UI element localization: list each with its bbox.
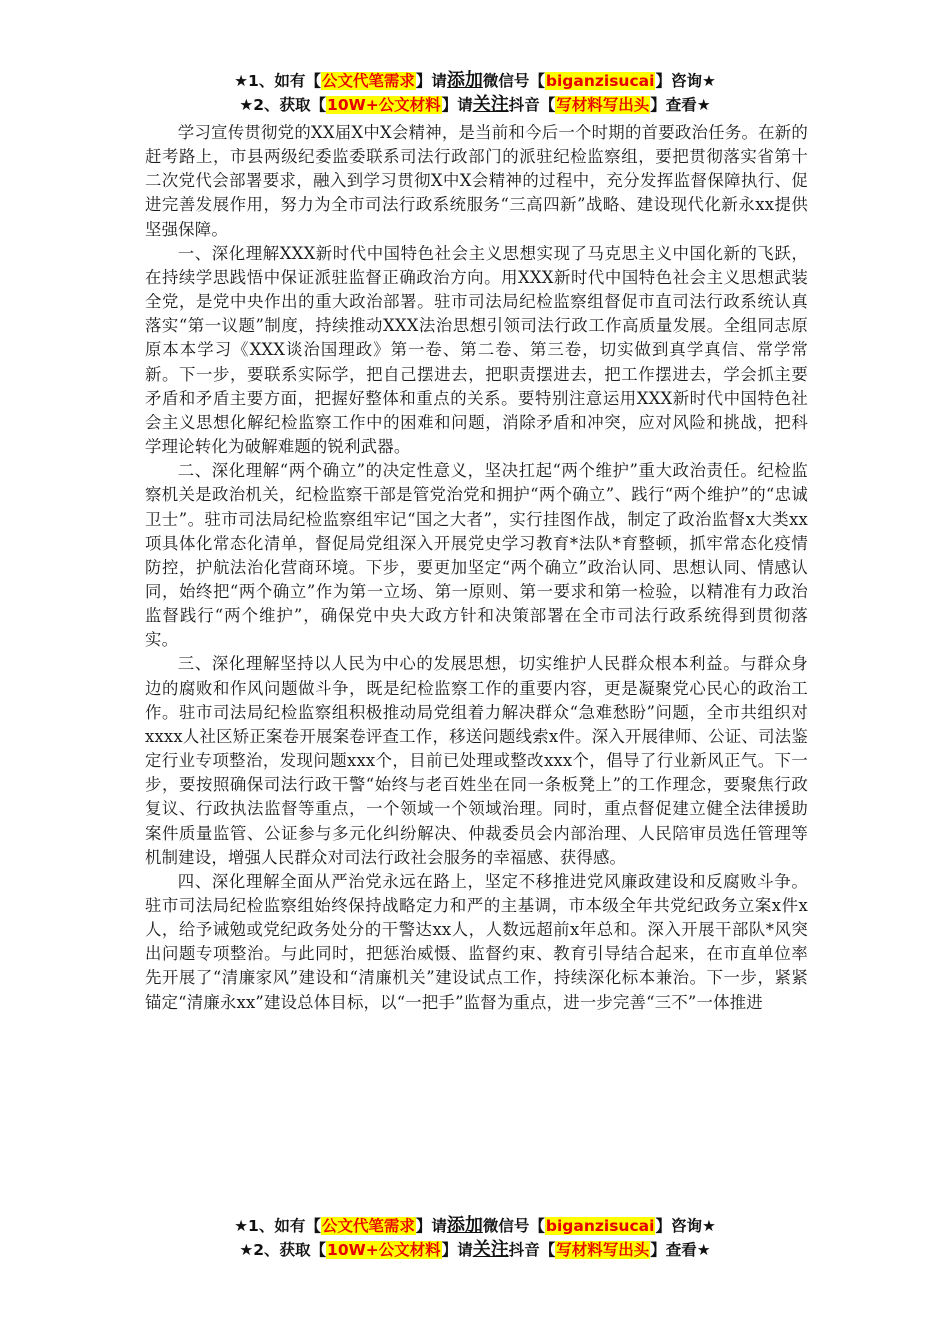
paragraph-intro: 学习宣传贯彻党的XX届X中X会精神，是当前和今后一个时期的首要政治任务。在新的赶考路上，市县两级纪委监委联系司法行政部门的派驻纪检监察组，要把贯彻落实省第十二次党代会部署要求，融入到学习贯彻X中X会精神的过程中，充分发挥监督保障执行、促进完善发展作用，努力为全市司法行政系统服务“三高四新”战略、建设现代化新永xx提供坚强保障。: [145, 123, 808, 239]
paragraph-section-2: 二、深化理解“两个确立”的决定性意义，坚决扛起“两个维护”重大政治责任。纪检监察机关是政治机关，纪检监察干部是管党治党和拥护“两个确立”、践行“两个维护”的“忠诚卫士”。驻市司法局纪检监察组牢记“国之大者”，实行挂图作战，制定了政治监督x大类xx项具体化常态化清单，督促局党组深入开展党史学习教育*法队*育整顿，抓牢常态化疫情防控，护航法治化营商环境。下步，要更加坚定“两个确立”政治认同、思想认同、情感认同，始终把“两个确立”作为第一立场、第一原则、第一要求和第一检验，以精准有力政治监督践行“两个维护”，确保党中央大政方针和决策部署在全市司法行政系统得到贯彻落实。: [145, 461, 808, 650]
banner-emphasis: 关注: [472, 94, 509, 115]
banner-highlight: biganzisucai: [545, 1217, 655, 1235]
banner-highlight: 10W+公文材料: [327, 1241, 441, 1259]
banner-emphasis: 关注: [472, 1239, 509, 1260]
paragraph-section-3: 三、深化理解坚持以人民为中心的发展思想，切实维护人民群众根本利益。与群众身边的腐败和作风问题做斗争，既是纪检监察工作的重要内容，更是凝聚党心民心的政治工作。驻市司法局纪检监察组积极推动局党组着力解决群众“急难愁盼”问题，全市共组织对xxxx人社区矫正案卷开展案卷评查工作，移送问题线索x件。深入开展律师、公证、司法鉴定行业专项整治，发现问题xxx个，目前已处理或整改xxx个，倡导了行业新风正气。下一步，要按照确保司法行政干警“始终与老百姓坐在同一条板凳上”的工作理念，要聚焦行政复议、行政执法监督等重点，一个领域一个领域治理。同时，重点督促建立健全法律援助案件质量监管、公证参与多元化纠纷解决、仲裁委员会内部治理、人民陪审员选任管理等机制建设，增强人民群众对司法行政社会服务的幸福感、获得感。: [145, 654, 808, 867]
banner-text: 】请: [441, 1241, 473, 1259]
banner-text: 微信号【: [482, 1217, 545, 1235]
banner-highlight: 写材料写出头: [556, 96, 650, 114]
banner-highlight: 10W+公文材料: [327, 96, 441, 114]
banner-text: 】查看★: [650, 1241, 711, 1259]
banner-line-2: [0, 1238, 950, 1262]
paragraph-section-4: 四、深化理解全面从严治党永远在路上，坚定不移推进党风廉政建设和反腐败斗争。驻市司法局纪检监察组始终保持战略定力和严的主基调，市本级全年共党纪政务立案x件x人，给予诫勉或党纪政务处分的干警达xx人，人数远超前x年总和。深入开展干部队*风突出问题专项整治。与此同时，把惩治威慑、监督约束、教育引导结合起来，在市直单位率先开展了“清廉家风”建设和“清廉机关”建设试点工作，持续深化标本兼治。下一步，紧紧锚定“清廉永xx”建设总体目标，以“一把手”监督为重点，进一步完善“三不”一体推进: [145, 871, 808, 1012]
banner-highlight: 写材料写出头: [556, 1241, 650, 1259]
banner-emphasis: 添加: [446, 1215, 483, 1236]
banner-text: 】请: [415, 1217, 447, 1235]
banner-text: 】查看★: [650, 96, 711, 114]
banner-text: 】咨询★: [655, 1217, 716, 1235]
banner-line-1: [0, 69, 950, 93]
paragraph-section-1: 一、深化理解XXX新时代中国特色社会主义思想实现了马克思主义中国化新的飞跃，在持续学思践悟中保证派驻监督正确政治方向。用XXX新时代中国特色社会主义思想武装全党，是党中央作出的重大政治部署。驻市司法局纪检监察组督促市直司法行政系统认真落实“第一议题”制度，持续推动XXX法治思想引领司法行政工作高质量发展。全组同志原原本本学习《XXX谈治国理政》第一卷、第二卷、第三卷，切实做到真学真信、常学常新。下一步，要联系实际学，把自己摆进去，把职责摆进去，把工作摆进去，学会抓主要矛盾和矛盾主要方面，把握好整体和重点的关系。要特别注意运用XXX新时代中国特色社会主义思想化解纪检监察工作中的困难和问题，消除矛盾和冲突，应对风险和挑战，把科学理论转化为破解难题的锐利武器。: [145, 243, 808, 457]
banner-emphasis: 添加: [446, 70, 483, 91]
banner-text: ★1、如有【: [234, 72, 321, 90]
banner-highlight: 公文代笔需求: [321, 72, 415, 90]
header-banner: [0, 69, 950, 117]
document-body: [145, 121, 808, 1015]
banner-text: ★1、如有【: [234, 1217, 321, 1235]
banner-text: ★2、获取【: [239, 96, 327, 114]
banner-text: 】咨询★: [655, 72, 716, 90]
banner-text: 抖音【: [508, 96, 556, 114]
banner-line-2: [0, 93, 950, 117]
footer-banner: [0, 1214, 950, 1262]
banner-highlight: 公文代笔需求: [321, 1217, 415, 1235]
banner-text: 】请: [415, 72, 447, 90]
banner-text: 抖音【: [508, 1241, 556, 1259]
banner-line-1: [0, 1214, 950, 1238]
banner-text: ★2、获取【: [239, 1241, 327, 1259]
banner-text: 】请: [441, 96, 473, 114]
banner-highlight: biganzisucai: [545, 72, 655, 90]
banner-text: 微信号【: [482, 72, 545, 90]
